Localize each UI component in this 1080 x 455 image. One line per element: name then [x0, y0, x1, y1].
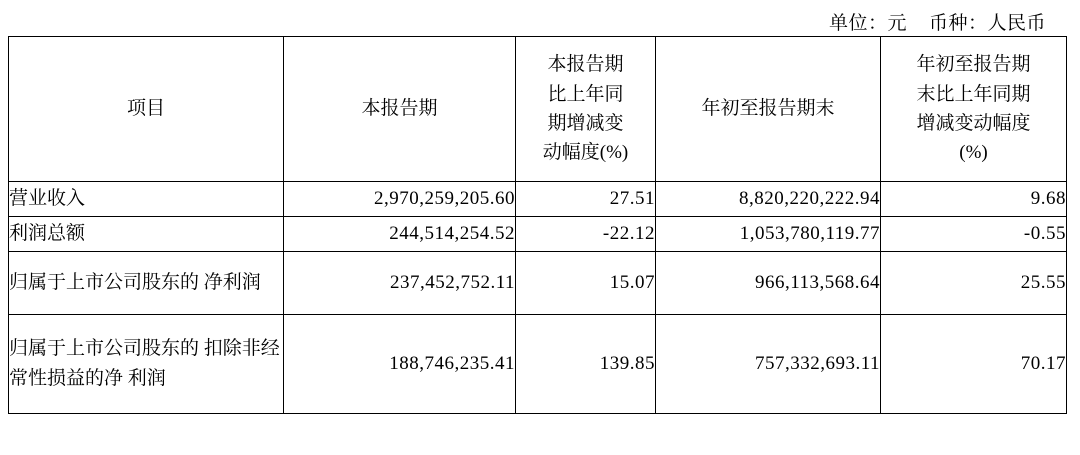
header-ytd-change-line3: 增减变动幅度 — [916, 113, 1031, 134]
header-ytd — [656, 37, 881, 182]
row-ytd-change: 9.68 — [881, 182, 1067, 217]
header-current-change — [516, 37, 656, 182]
row-label-line1: 归属于上市公司股东的 — [9, 337, 200, 359]
table-row — [9, 315, 1067, 414]
row-ytd-change: 70.17 — [881, 315, 1067, 414]
row-label-line3: 利润 — [127, 368, 166, 389]
row-label-line1: 归属于上市公司股东的 — [9, 271, 200, 293]
header-ytd-line1: 年初至报告期末 — [701, 98, 835, 120]
row-label-line2: 扣除非经常性损益的净 — [9, 337, 280, 389]
row-current-period: 237,452,752.11 — [284, 252, 516, 315]
header-current-change-line4: 动幅度(%) — [542, 142, 629, 164]
row-current-change: 15.07 — [516, 252, 656, 315]
unit-label: 单位：元 — [828, 13, 907, 34]
header-current-change-line3: 期增减变 — [547, 113, 624, 134]
header-current-change-line1: 本报告期 — [547, 54, 624, 76]
table-row — [9, 252, 1067, 315]
row-label — [9, 315, 284, 414]
unit-note — [829, 8, 1046, 35]
financial-table — [8, 36, 1067, 414]
table-row — [9, 217, 1067, 252]
header-ytd-change-line2: 末比上年同期 — [916, 83, 1031, 105]
table-row — [9, 182, 1067, 217]
row-ytd-change: 25.55 — [881, 252, 1067, 315]
currency-label: 币种：人民币 — [928, 13, 1046, 34]
header-current-period — [284, 37, 516, 182]
row-label-line1: 利润总额 — [9, 222, 86, 244]
header-current-period-line1: 本报告期 — [361, 98, 438, 120]
header-ytd-change-line4: (%) — [959, 142, 988, 164]
row-label-line1: 营业收入 — [9, 187, 86, 209]
header-item — [9, 37, 284, 182]
header-item-line1: 项目 — [126, 98, 165, 120]
table-header-row — [9, 37, 1067, 182]
row-current-change: -22.12 — [516, 217, 656, 252]
row-current-change: 139.85 — [516, 315, 656, 414]
header-ytd-change-line1: 年初至报告期 — [916, 54, 1031, 76]
row-current-period: 188,746,235.41 — [284, 315, 516, 414]
row-ytd: 757,332,693.11 — [656, 315, 881, 414]
row-ytd: 8,820,220,222.94 — [656, 182, 881, 217]
row-label — [9, 252, 284, 315]
row-ytd: 966,113,568.64 — [656, 252, 881, 315]
header-ytd-change — [881, 37, 1067, 182]
row-ytd-change: -0.55 — [881, 217, 1067, 252]
header-current-change-line2: 比上年同 — [547, 83, 624, 105]
row-current-change: 27.51 — [516, 182, 656, 217]
row-label-line2: 净利润 — [203, 271, 261, 293]
row-label — [9, 182, 284, 217]
row-ytd: 1,053,780,119.77 — [656, 217, 881, 252]
row-current-period: 244,514,254.52 — [284, 217, 516, 252]
row-current-period: 2,970,259,205.60 — [284, 182, 516, 217]
row-label — [9, 217, 284, 252]
